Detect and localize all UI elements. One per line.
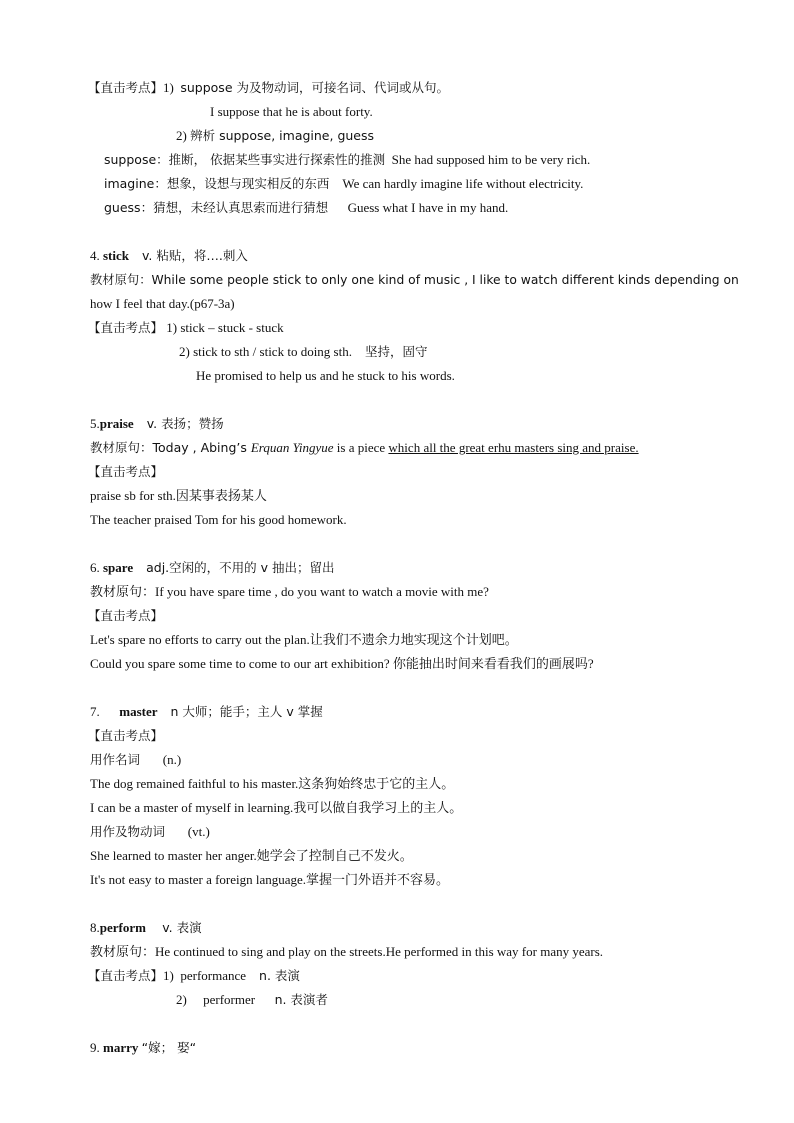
usage-label: 用作名词 <box>90 752 141 767</box>
vocab-heading <box>90 1040 196 1056</box>
example-sentence: We can hardly imagine life without electricity. <box>342 176 584 191</box>
source-sentence <box>90 440 639 456</box>
key-point-tag: 【直击考点】 <box>88 464 164 479</box>
vocab-word: perform <box>99 920 146 935</box>
vocab-meaning: v. 表演 <box>162 920 202 935</box>
vocab-heading <box>90 704 323 720</box>
definition-text: suppose：推断， 依据某些事实进行探索性的推测 <box>104 152 386 167</box>
key-point-line <box>176 992 328 1008</box>
point-number: 1) <box>163 80 174 95</box>
source-sentence: 教材原句：He continued to sing and play on the streets.He performed in this way for many years. <box>90 944 604 959</box>
item-number: 6. <box>90 560 100 575</box>
point-text: 2) stick to sth / stick to doing sth. <box>179 344 352 359</box>
key-point-tag: 【直击考点】 <box>88 80 164 95</box>
vocab-heading <box>90 560 335 576</box>
point-number: 2) <box>176 992 187 1007</box>
definition-line <box>104 200 508 216</box>
key-point-tag: 【直击考点】 <box>88 608 164 623</box>
key-point-tag: 【直击考点】 <box>88 968 164 983</box>
usage-heading <box>90 824 210 840</box>
song-title: Erquan Yingyue <box>250 440 334 455</box>
key-point-line <box>88 320 284 336</box>
point-number: 1) <box>163 968 174 983</box>
definition-text: imagine：想象，设想与现实相反的东西 <box>104 176 330 191</box>
vocab-meaning: n 大师；能手；主人 v 掌握 <box>170 704 323 719</box>
item-number: 9. <box>90 1040 100 1055</box>
example-sentence: Could you spare some time to come to our art exhibition? 你能抽出时间来看看我们的画展吗? <box>90 656 594 671</box>
phrase-line: praise sb for sth.因某事表扬某人 <box>90 488 267 503</box>
point-meaning: 坚持，固守 <box>364 344 428 359</box>
usage-abbr: (vt.) <box>187 824 210 839</box>
vocab-word: praise <box>99 416 134 431</box>
definition-line <box>104 176 583 192</box>
vocab-heading <box>90 920 202 936</box>
definition-line <box>104 152 590 168</box>
point-meaning: n. 表演 <box>259 968 300 983</box>
example-sentence: She learned to master her anger.她学会了控制自己不发火。 <box>90 848 413 863</box>
source-sentence: 教材原句：If you have spare time , do you want to watch a movie with me? <box>90 584 489 599</box>
vocab-word: stick <box>103 248 129 263</box>
example-sentence: He promised to help us and he stuck to his words. <box>196 368 455 383</box>
vocab-meaning: v. 表扬；赞扬 <box>146 416 224 431</box>
vocab-heading <box>90 416 224 432</box>
source-sentence-continued: how I feel that day.(p67-3a) <box>90 296 235 311</box>
item-number: 5. <box>90 416 100 431</box>
vocab-word: spare <box>103 560 134 575</box>
point-text: 辨析 suppose, imagine, guess <box>190 128 375 143</box>
example-sentence: I suppose that he is about forty. <box>210 104 373 119</box>
usage-abbr: (n.) <box>162 752 182 767</box>
definition-text: guess：猜想，未经认真思索而进行猜想 <box>104 200 329 215</box>
point-meaning: n. 表演者 <box>274 992 328 1007</box>
point-word: performer <box>203 992 256 1007</box>
example-sentence: I can be a master of myself in learning.我可以做自我学习上的主人。 <box>90 800 463 815</box>
source-prefix: 教材原句：Today , Abing’s <box>90 440 251 455</box>
point-text: 1) stick – stuck - stuck <box>166 320 284 335</box>
item-number: 8. <box>90 920 100 935</box>
point-text: suppose 为及物动词，可接名词、代词或从句。 <box>180 80 449 95</box>
usage-label: 用作及物动词 <box>90 824 166 839</box>
key-point-line <box>88 968 300 984</box>
example-sentence: The teacher praised Tom for his good homework. <box>90 512 347 527</box>
vocab-word: marry <box>103 1040 139 1055</box>
vocab-meaning: v. 粘贴，将….刺入 <box>142 248 248 263</box>
example-sentence: Guess what I have in my hand. <box>347 200 509 215</box>
source-middle: is a piece <box>333 440 389 455</box>
key-point-tag: 【直击考点】 <box>88 728 164 743</box>
example-sentence: She had supposed him to be very rich. <box>391 152 591 167</box>
point-word: performance <box>180 968 247 983</box>
point-number: 2) <box>176 128 187 143</box>
example-sentence: It's not easy to master a foreign language.掌握一门外语并不容易。 <box>90 872 450 887</box>
underlined-clause: which all the great erhu masters sing and praise. <box>388 440 639 455</box>
example-sentence: Let's spare no efforts to carry out the plan.让我们不遗余力地实现这个计划吧。 <box>90 632 518 647</box>
item-number: 7. <box>90 704 100 719</box>
key-point-line <box>88 80 449 96</box>
vocab-meaning: adj.空闲的，不用的 v 抽出；留出 <box>146 560 335 575</box>
item-number: 4. <box>90 248 100 263</box>
vocab-word: master <box>119 704 158 719</box>
example-sentence: The dog remained faithful to his master.这条狗始终忠于它的主人。 <box>90 776 455 791</box>
key-point-tag: 【直击考点】 <box>88 320 164 335</box>
key-point-line <box>176 128 374 144</box>
source-sentence: 教材原句：While some people stick to only one kind of music , I like to watch different kinds depending on <box>90 273 739 287</box>
vocab-meaning: “嫁； 娶“ <box>141 1040 197 1055</box>
usage-heading <box>90 752 181 768</box>
vocab-heading <box>90 248 248 264</box>
key-point-line <box>179 344 428 360</box>
